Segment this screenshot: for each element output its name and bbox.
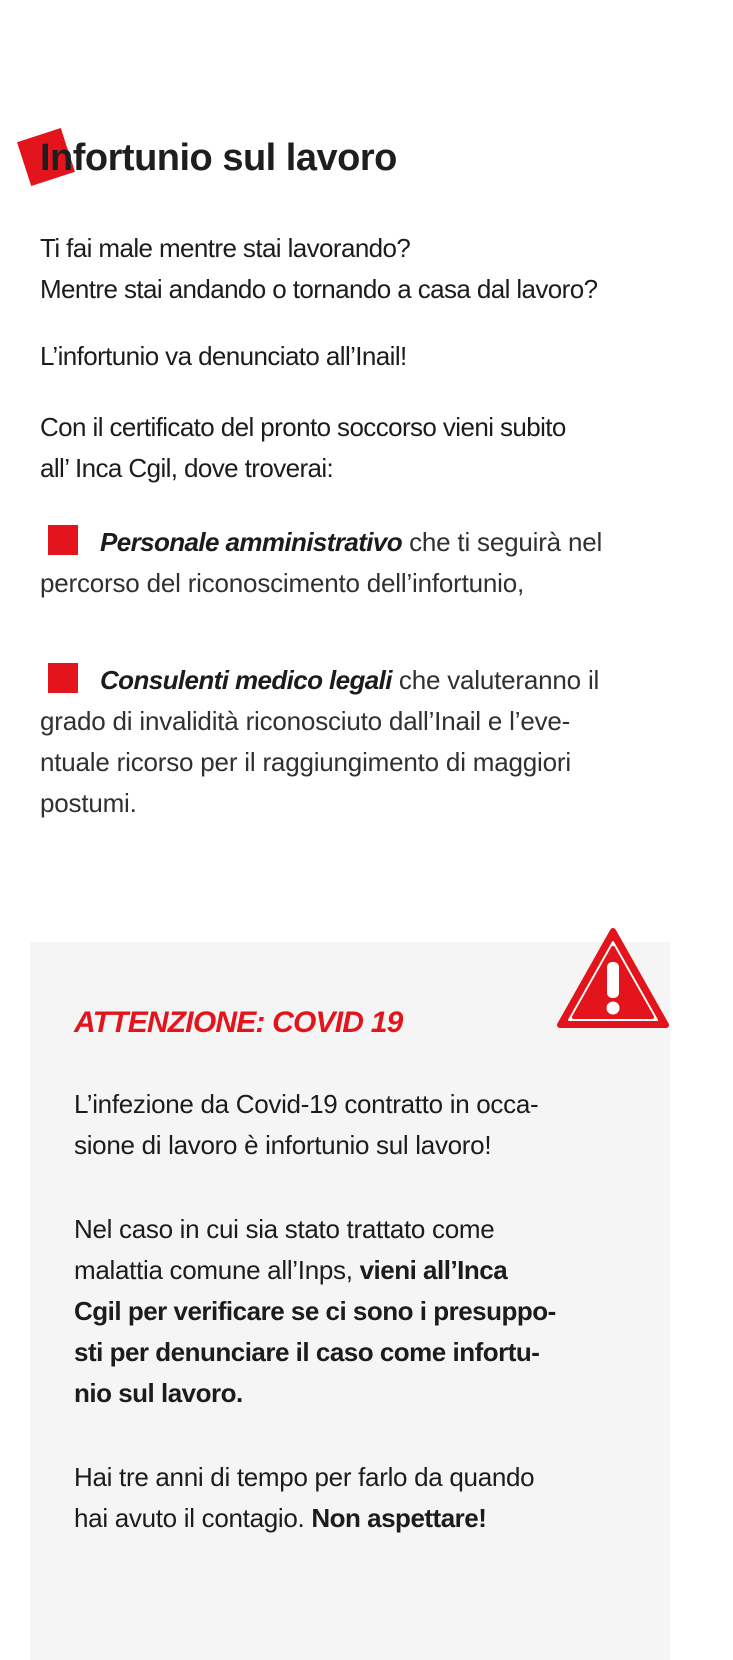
bullet-square-icon <box>48 525 78 555</box>
covid-paragraph-3 <box>74 1457 634 1539</box>
covid-paragraph-1 <box>74 1084 634 1166</box>
service-term: Personale amministrativo <box>100 527 403 557</box>
service-text-continued: postumi. <box>40 788 137 818</box>
title-block <box>19 128 639 190</box>
service-text-continued: grado di invalidità riconosciuto dall’Inail e l’eve- <box>40 706 571 736</box>
covid-p2-line-5: nio sul lavoro. <box>74 1378 243 1408</box>
covid-p1-line-2: sione di lavoro è infortunio sul lavoro! <box>74 1130 492 1160</box>
certificate-info <box>40 407 690 489</box>
covid-p2-line-1: Nel caso in cui sia stato trattato come <box>74 1214 495 1244</box>
service-text: che ti seguirà nel <box>402 527 603 557</box>
bullet-square-icon <box>48 663 78 693</box>
service-term: Consulenti medico legali <box>100 665 392 695</box>
service-text-continued: percorso del riconoscimento dell’infortunio, <box>40 568 525 598</box>
service-text: che valuteranno il <box>391 665 600 695</box>
certificate-line-1: Con il certificato del pronto soccorso vieni subito <box>40 412 566 442</box>
question-2: Mentre stai andando o tornando a casa dal lavoro? <box>40 274 598 304</box>
denounce-statement: L’infortunio va denunciato all’Inail! <box>40 341 407 371</box>
covid-call-to-action: Non aspettare! <box>311 1503 487 1533</box>
question-1: Ti fai male mentre stai lavorando? <box>40 233 411 263</box>
covid-p2-line-2-bold: vieni all’Inca <box>359 1255 508 1285</box>
covid-title: ATTENZIONE: COVID 19 <box>74 1006 403 1039</box>
covid-p3-line-2: hai avuto il contagio. <box>74 1503 312 1533</box>
covid-p2-line-2: malattia comune all’Inps, <box>74 1255 360 1285</box>
warning-triangle-icon <box>556 927 670 1031</box>
list-item <box>40 660 680 824</box>
service-text-continued: ntuale ricorso per il raggiungimento di maggiori <box>40 747 571 777</box>
intro-questions <box>40 228 690 310</box>
certificate-line-2: all’ Inca Cgil, dove troverai: <box>40 453 334 483</box>
page-title: Infortunio sul lavoro <box>40 137 397 179</box>
covid-p2-line-4: sti per denunciare il caso come infortu- <box>74 1337 540 1367</box>
covid-paragraph-2 <box>74 1209 634 1414</box>
covid-p1-line-1: L’infezione da Covid-19 contratto in occa- <box>74 1089 539 1119</box>
covid-p2-line-3: Cgil per verificare se ci sono i presuppo- <box>74 1296 556 1326</box>
covid-p3-line-1: Hai tre anni di tempo per farlo da quando <box>74 1462 535 1492</box>
list-item <box>40 522 680 604</box>
